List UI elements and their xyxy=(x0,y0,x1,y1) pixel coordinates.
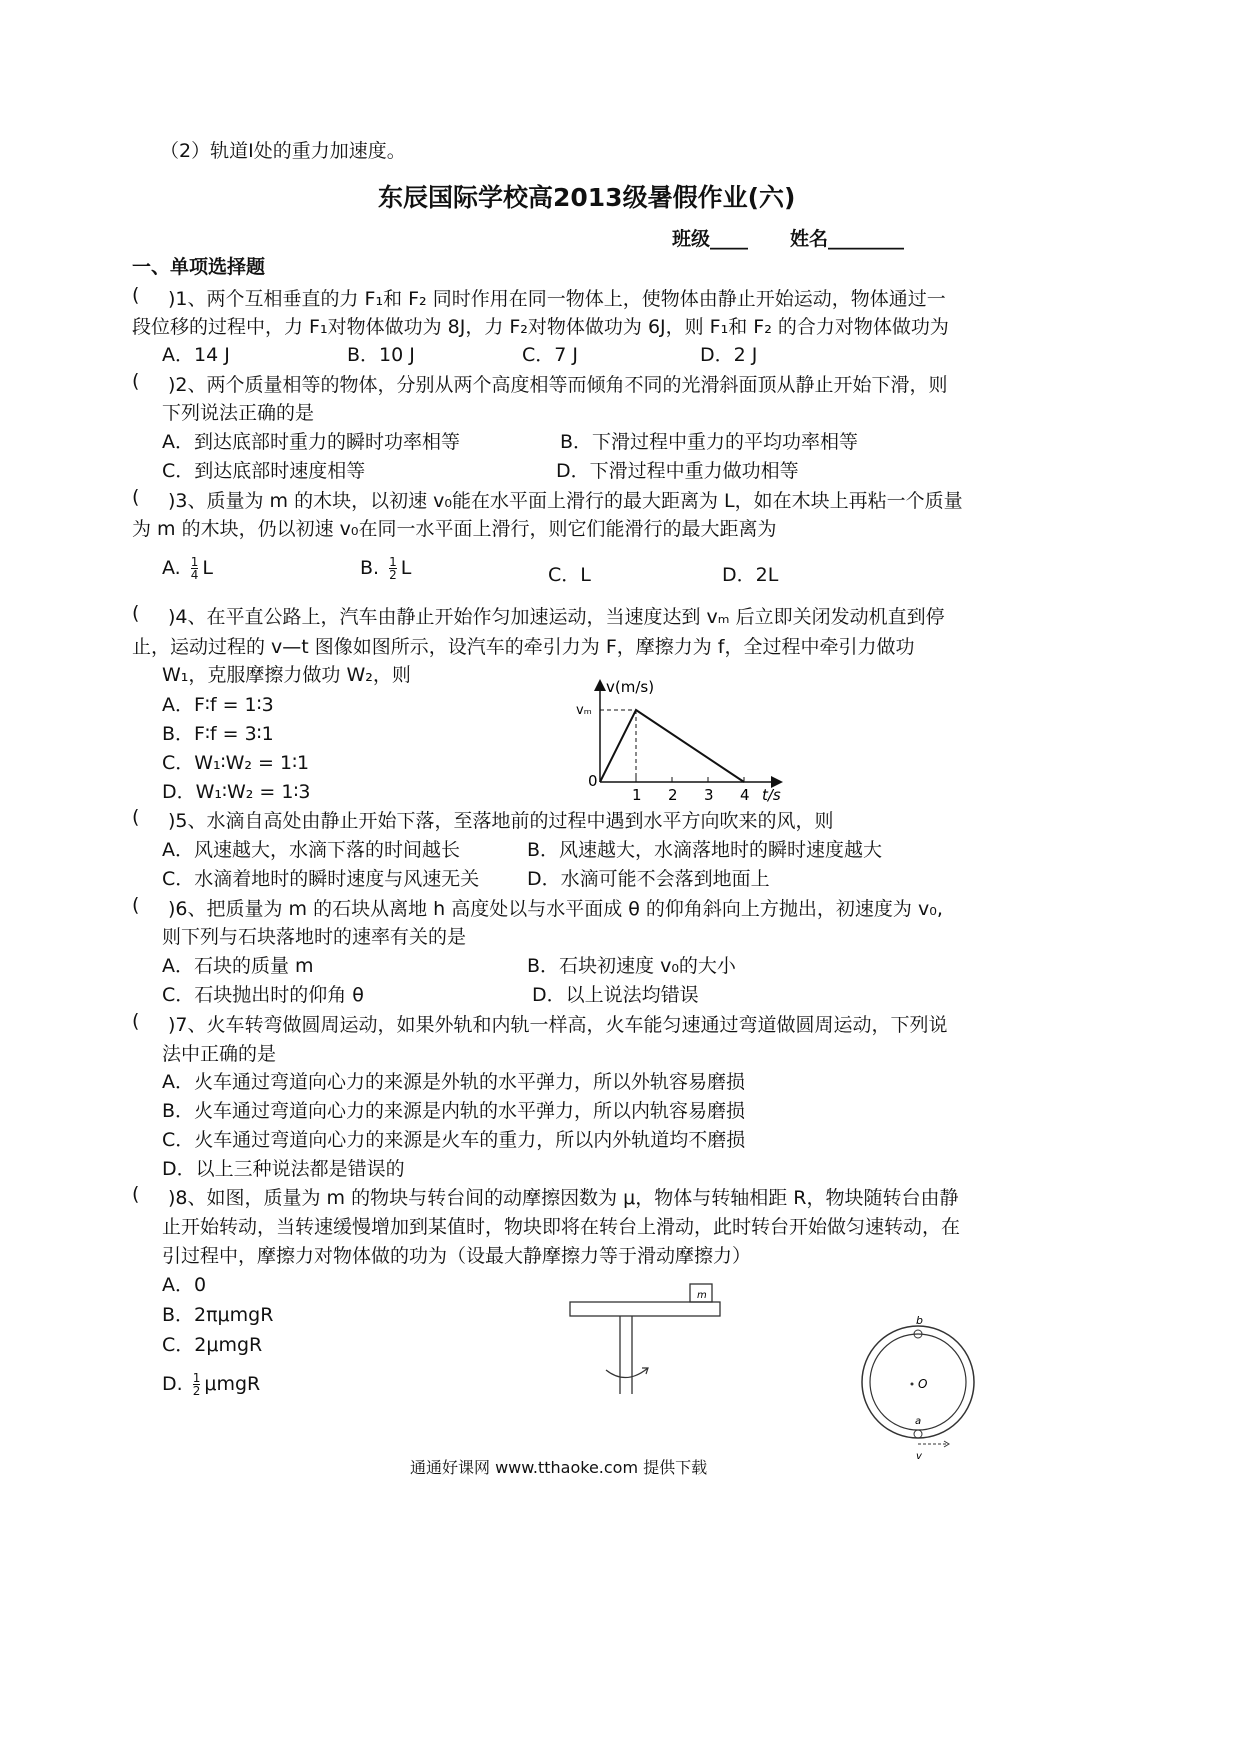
q8-line1: )8、如图，质量为 m 的物块与转台间的动摩擦因数为 μ，物体与转轴相距 R，物块随转台由静 xyxy=(168,1187,959,1209)
q5-option-d: D．水滴可能不会落到地面上 xyxy=(527,868,770,890)
q7-option-a: A．火车通过弯道向心力的来源是外轨的水平弹力，所以外轨容易磨损 xyxy=(162,1071,745,1093)
q4-line2: 止，运动过程的 v—t 图像如图所示，设汽车的牵引力为 F，摩擦力为 f，全过程中牵引力做功 xyxy=(132,636,915,658)
q5-line1: )5、水滴自高处由静止开始下落，至落地前的过程中遇到水平方向吹来的风，则 xyxy=(168,810,834,832)
q5-option-b: B．风速越大，水滴落地时的瞬时速度越大 xyxy=(527,839,883,861)
turntable-figure xyxy=(560,1276,740,1396)
answer-bracket: ( xyxy=(132,602,140,624)
q8-line2: 止开始转动，当转速缓慢增加到某值时，物块即将在转台上滑动，此时转台开始做匀速转动，在 xyxy=(162,1216,961,1238)
q8-option-c: C．2μmgR xyxy=(162,1334,263,1356)
q3-line2: 为 m 的木块，仍以初速 v₀在同一水平面上滑行，则它们能滑行的最大距离为 xyxy=(132,518,777,540)
vt-curve xyxy=(600,710,744,782)
q6-line2: 则下列与石块落地时的速率有关的是 xyxy=(162,926,467,948)
answer-bracket: ( xyxy=(132,370,140,392)
fraction-numerator: 1 xyxy=(190,555,199,569)
answer-bracket: ( xyxy=(132,894,140,916)
q8-option-a: A．0 xyxy=(162,1274,207,1296)
q2-option-a: A．到达底部时重力的瞬时功率相等 xyxy=(162,431,460,453)
q2-option-c: C．到达底部时速度相等 xyxy=(162,460,366,482)
answer-bracket: ( xyxy=(132,284,140,306)
q4-line1: )4、在平直公路上，汽车由静止开始作匀加速运动，当速度达到 vₘ 后立即关闭发动机直到停 xyxy=(168,606,945,628)
fraction-denominator: 2 xyxy=(192,1384,201,1398)
q8-option-d-letter: D. xyxy=(162,1373,183,1395)
fraction-numerator: 1 xyxy=(192,1371,201,1385)
q2-option-d: D．下滑过程中重力做功相等 xyxy=(556,460,799,482)
x-tick-label: 3 xyxy=(704,786,714,804)
q3-option-b-suffix: L xyxy=(400,557,412,579)
q1-option-c: C．7 J xyxy=(522,344,578,366)
q7-line1: )7、火车转弯做圆周运动，如果外轨和内轨一样高，火车能匀速通过弯道做圆周运动，下列说 xyxy=(168,1014,948,1036)
answer-bracket: ( xyxy=(132,1183,140,1205)
q3-option-b xyxy=(360,556,411,581)
q6-line1: )6、把质量为 m 的石块从离地 h 高度处以与水平面成 θ 的仰角斜向上方抛出，初速度为 v₀, xyxy=(168,898,943,920)
answer-bracket: ( xyxy=(132,486,140,508)
q5-option-c: C．水滴着地时的瞬时速度与风速无关 xyxy=(162,868,480,890)
q8-option-b: B．2πμmgR xyxy=(162,1304,274,1326)
vm-label: vₘ xyxy=(576,703,592,718)
rotation-arrow xyxy=(606,1368,648,1378)
velocity-label: v xyxy=(916,1451,922,1462)
turntable-disc xyxy=(570,1302,720,1316)
prev-question-text: （2）轨道Ⅰ处的重力加速度。 xyxy=(160,140,406,162)
point-a-label: a xyxy=(915,1416,922,1427)
section-title: 一、单项选择题 xyxy=(132,256,266,278)
q3-option-a-suffix: L xyxy=(202,557,213,579)
fraction xyxy=(193,1372,201,1397)
q1-line1: )1、两个互相垂直的力 F₁和 F₂ 同时作用在同一物体上，使物体由静止开始运动，物体通过一 xyxy=(168,288,946,310)
q3-line1: )3、质量为 m 的木块，以初速 v₀能在水平面上滑行的最大距离为 L，如在木块上再粘一个质量 xyxy=(168,490,963,512)
q7-option-b: B．火车通过弯道向心力的来源是内轨的水平弹力，所以内轨容易磨损 xyxy=(162,1100,746,1122)
q3-option-c: C．L xyxy=(548,564,591,586)
fraction-denominator: 2 xyxy=(389,568,397,582)
fraction-numerator: 1 xyxy=(389,555,397,569)
center-label: O xyxy=(918,1377,928,1391)
q5-option-a: A．风速越大，水滴下落的时间越长 xyxy=(162,839,460,861)
q7-option-d: D．以上三种说法都是错误的 xyxy=(162,1158,405,1180)
footer-text: 通通好课网 www.tthaoke.com 提供下载 xyxy=(410,1458,708,1477)
fraction xyxy=(191,556,199,581)
q2-line1: )2、两个质量相等的物体，分别从两个高度相等而倾角不同的光滑斜面顶从静止开始下滑，则 xyxy=(168,374,948,396)
x-axis-label: t/s xyxy=(762,786,781,804)
answer-bracket: ( xyxy=(132,1010,140,1032)
fraction xyxy=(389,556,397,581)
x-tick-label: 4 xyxy=(740,786,750,804)
q7-line2: 法中正确的是 xyxy=(162,1043,277,1065)
block-label: m xyxy=(697,1290,707,1301)
class-label: 班级____ xyxy=(672,228,749,250)
center-dot xyxy=(911,1383,914,1386)
page-title: 东辰国际学校高2013级暑假作业(六) xyxy=(378,183,796,212)
q8-option-d-suffix: μmgR xyxy=(204,1373,261,1395)
x-tick-label: 1 xyxy=(632,786,642,804)
q8-option-d xyxy=(162,1372,260,1397)
q1-option-a: A．14 J xyxy=(162,344,230,366)
q6-option-d: D．以上说法均错误 xyxy=(532,984,699,1006)
q4-option-d: D．W₁∶W₂ = 1∶3 xyxy=(162,781,311,803)
q2-option-b: B．下滑过程中重力的平均功率相等 xyxy=(560,431,859,453)
q6-option-a: A．石块的质量 m xyxy=(162,955,314,977)
name-label: 姓名________ xyxy=(790,228,905,250)
q6-option-c: C．石块抛出时的仰角 θ xyxy=(162,984,364,1006)
q3-option-d: D．2L xyxy=(722,564,779,586)
q8-line3: 引过程中，摩擦力对物体做的功为（设最大静摩擦力等于滑动摩擦力） xyxy=(162,1245,752,1267)
q1-option-b: B．10 J xyxy=(347,344,415,366)
y-axis-label: v(m/s) xyxy=(606,678,655,696)
fraction-denominator: 4 xyxy=(190,568,199,582)
q1-line2: 段位移的过程中，力 F₁对物体做功为 8J，力 F₂对物体做功为 6J，则 F₁和 F₂ 的合力对物体做功为 xyxy=(132,316,949,338)
point-a xyxy=(914,1430,922,1438)
q4-line3: W₁，克服摩擦力做功 W₂，则 xyxy=(162,664,411,686)
q3-option-a xyxy=(162,556,213,581)
q2-line2: 下列说法正确的是 xyxy=(162,402,315,424)
q6-option-b: B．石块初速度 v₀的大小 xyxy=(527,955,736,977)
answer-bracket: ( xyxy=(132,806,140,828)
q4-option-a: A．F∶f = 1∶3 xyxy=(162,694,274,716)
vt-graph xyxy=(576,672,800,808)
q4-option-c: C．W₁∶W₂ = 1∶1 xyxy=(162,752,310,774)
q4-option-b: B．F∶f = 3∶1 xyxy=(162,723,274,745)
circular-track-figure xyxy=(856,1312,986,1462)
point-b-label: b xyxy=(916,1314,923,1327)
q3-option-b-letter: B. xyxy=(360,557,380,579)
q3-option-a-letter: A. xyxy=(162,557,181,579)
origin-label: 0 xyxy=(588,772,598,790)
q7-option-c: C．火车通过弯道向心力的来源是火车的重力，所以内外轨道均不磨损 xyxy=(162,1129,746,1151)
q1-option-d: D．2 J xyxy=(700,344,758,366)
x-tick-label: 2 xyxy=(668,786,678,804)
